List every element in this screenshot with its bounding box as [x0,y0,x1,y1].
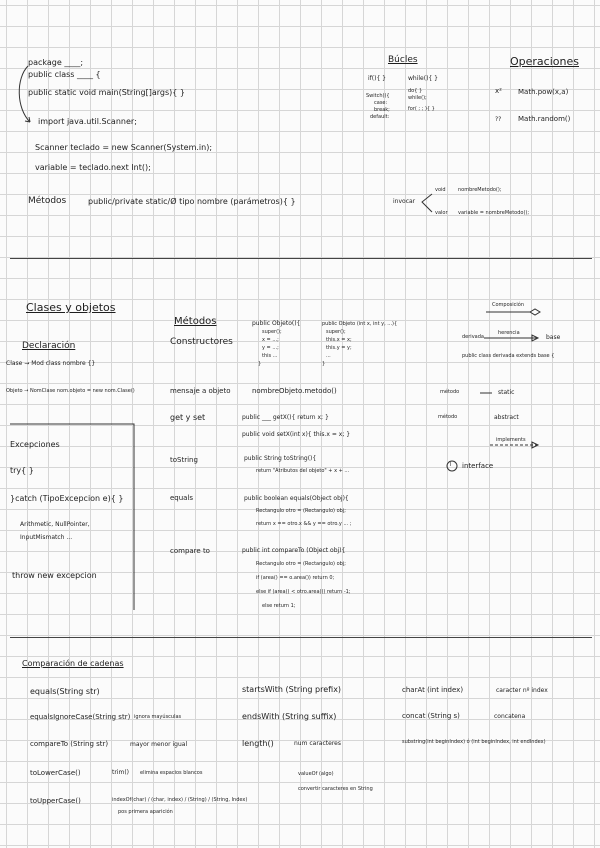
string-method: startsWith (String prefix) [242,685,342,694]
string-method: endsWith (String suffix) [242,712,337,721]
string-method: concat (String s) [402,712,460,720]
base-label: base [546,334,561,341]
static-label: static [498,389,515,396]
ctor1-line: super(); [262,329,282,335]
metodo-row-code: public ___ getX(){ return x; } [242,414,329,421]
invocar-valor-call: variable = nombreMetodo(); [458,210,530,216]
code-scanner: Scanner teclado = new Scanner(System.in); [35,143,213,152]
bucle-switch-3: default: [370,114,390,120]
ctor1-line: } [258,361,262,367]
section-divider [10,258,592,259]
metodo-row-code: nombreObjeto.metodo() [252,387,337,395]
metodo-row-code: else return 1; [262,603,296,609]
bucle-for: for( ; ; ){ } [408,106,435,112]
ctor1-line: x = ...; [262,337,279,343]
ctor1-line: public Objeto(){ [252,320,301,327]
ctor2-line: public Objeto (int x, int y, ...){ [322,321,398,327]
composicion-label: Composición [492,302,525,308]
code-public-class: public class ____ { [28,70,101,79]
string-method-desc: pos primera aparición [118,809,173,815]
metodo-row-name: equals [170,494,194,502]
string-method: equalsIgnoreCase(String str) [30,713,131,721]
operaciones-title: Operaciones [510,55,579,68]
bucle-switch-0: Switch(){ [366,93,390,99]
interface-symbol: I [450,462,452,468]
excepciones-title: Excepciones [10,440,60,449]
string-method: trim() [112,769,130,776]
ctor1-line: this ... [262,353,278,359]
invocar-void: void [435,187,446,193]
declaracion-clase: Clase → Mod class nombre {} [6,360,96,367]
invocar-label: invocar [393,198,416,205]
string-method: toUpperCase() [30,797,81,805]
metodo-row-code: public void setX(int x){ this.x = x; } [242,431,351,438]
metodo-label-2: método [438,414,458,420]
string-method: compareTo (String str) [30,740,109,748]
string-method: charAt (int index) [402,686,464,694]
exc-try: try{ } [10,466,34,475]
string-method: toLowerCase() [30,769,81,777]
string-method-desc: convertir caracteres en String [298,786,373,792]
metodo-row-name: mensaje a objeto [170,387,231,395]
metodo-row-code: public String toString(){ [244,455,317,462]
metodo-row-name: compare to [170,547,210,555]
derivada-label: derivada [462,334,484,340]
string-method-desc: num caracteres [294,740,341,747]
metodo-label: método [440,389,460,395]
extends-line: public class derivada extends base { [462,353,555,359]
string-method-desc: caracter nº index [496,687,548,694]
code-import: import java.util.Scanner; [38,117,137,126]
pow-symbol: x² [495,87,502,95]
string-method: substring(int beginIndex) ó (int beginIndex, int endIndex) [402,739,546,745]
metodo-row-code: public int compareTo (Object obj){ [242,547,346,554]
metodo-row-name: toString [170,456,198,464]
code-package: package ____; [28,58,84,67]
clases-objetos-title: Clases y objetos [26,301,116,314]
bucle-if: if(){ } [368,75,387,82]
metodo-row-code: if (area() == o.area()) return 0; [256,575,335,581]
metodo-row-code: Rectangulo otro = (Rectangulo) obj; [256,561,346,567]
bucles-title: Búcles [388,55,418,65]
metodo-row-code: else if (area() < otro.area()) return -1; [256,589,351,595]
string-method-desc: ignora mayúsculas [134,714,182,720]
ctor2-line: this.y = y; [326,345,352,351]
string-method-desc: elimina espacios blancos [140,770,203,776]
comparacion-title: Comparación de cadenas [22,659,124,668]
ctor2-line: ... [326,353,331,359]
implements-label: implements [496,437,526,443]
exc-tipos: Arithmetic, NullPointer, [20,521,90,528]
invocar-valor: valor [435,210,448,216]
constructores-label: Constructores [170,337,233,347]
string-method: equals(String str) [30,687,100,696]
string-method: indexOf(char) / (char, index) / (String) / (String, Index) [112,797,248,803]
math-pow: Math.pow(x,a) [518,88,569,96]
metodo-row-name: get y set [170,413,206,422]
ctor2-line: this.x = x; [326,337,352,343]
abstract-label: abstract [494,414,519,421]
bucle-do: do{ } [408,88,423,94]
math-random: Math.random() [518,115,571,123]
declaracion-title: Declaración [22,341,76,351]
invocar-void-call: nombreMetodo(); [458,187,502,193]
bucle-dowhile: while(); [408,95,427,101]
ctor2-line: } [322,361,326,367]
metodos-title: Métodos [174,316,217,327]
code-nextint: variable = teclado.next Int(); [35,163,151,172]
ctor1-line: y = ...; [262,345,279,351]
bucle-while: while(){ } [408,75,438,82]
metodo-row-code: return x == otro.x && y == otro.y ... ; [256,521,352,527]
herencia-label: herencia [498,330,520,336]
bucle-switch-1: case: [374,100,388,106]
interface-label: interface [462,462,494,470]
exc-throw: throw new excepcion [12,571,97,580]
string-method-desc: mayor menor igual [130,741,188,748]
metodo-row-code: Rectangulo otro = (Rectangulo) obj; [256,508,346,514]
string-method: length() [242,739,274,748]
exc-catch: }catch (TipoExcepcion e){ } [10,494,124,503]
bucle-switch-2: break; [374,107,390,113]
section-divider [10,637,592,638]
exc-tipos2: InputMismatch ... [20,534,73,541]
string-method: valueOf (algo) [298,771,334,777]
metodos-signature: public/private static/Ø tipo nombre (parámetros){ } [88,197,296,206]
code-main: public static void main(String[]args){ } [28,88,185,97]
ctor2-line: super(); [326,329,346,335]
metodo-row-code: public boolean equals(Object obj){ [244,495,349,502]
rand-symbol: ?? [495,116,502,123]
declaracion-objeto: Objeto → NomClase nom.objeto = new nom.Clase() [6,388,135,394]
string-method-desc: concatena [494,713,526,720]
metodos-label: Métodos [28,196,67,206]
metodo-row-code: return "Atributos del objeto" + x + ... [256,468,350,474]
